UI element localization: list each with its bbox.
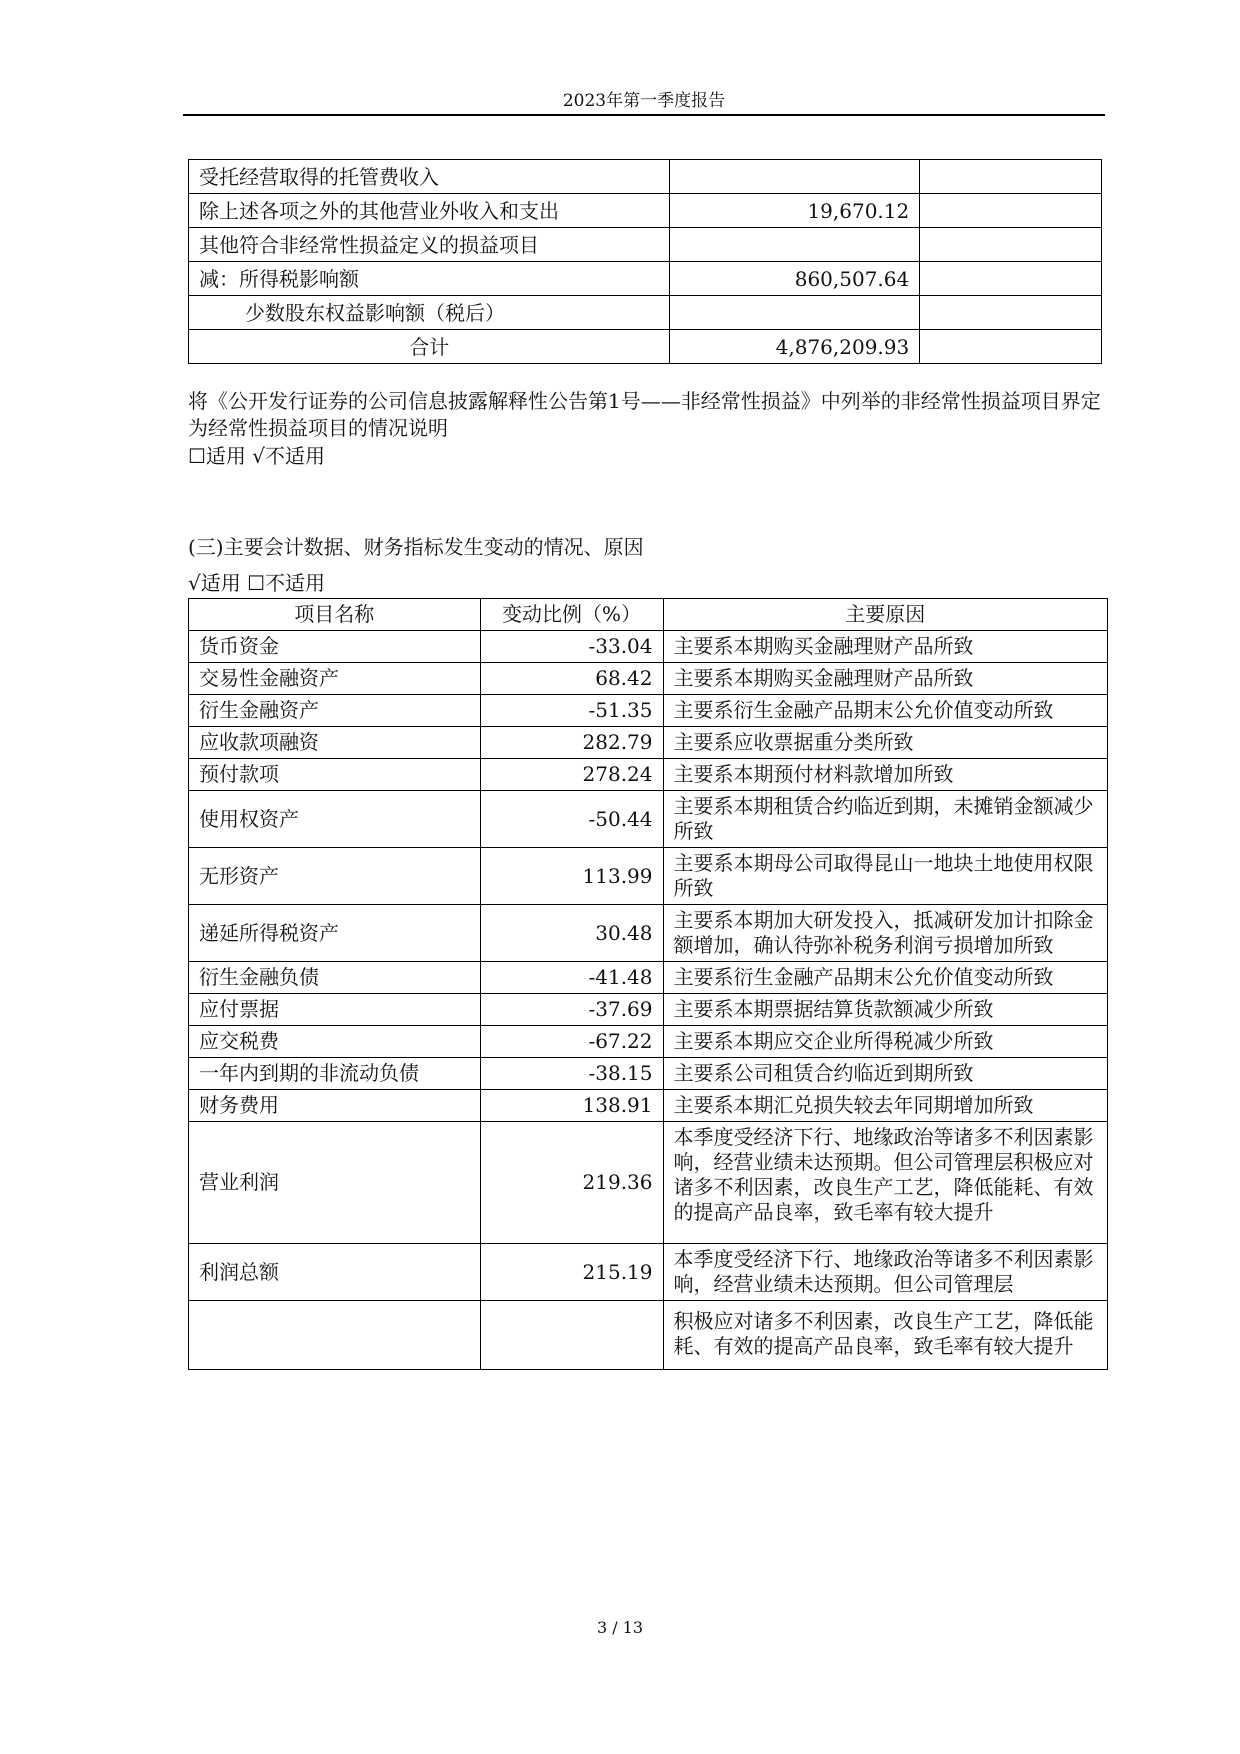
change-ratio: 282.79 <box>480 727 663 759</box>
row-note <box>920 296 1102 330</box>
table-row <box>189 1301 1108 1370</box>
table-row <box>189 905 1108 962</box>
item-name: 财务费用 <box>189 1090 481 1122</box>
table-row <box>189 194 1102 228</box>
change-reason: 主要系本期购买金融理财产品所致 <box>663 631 1108 663</box>
page-number: 3 / 13 <box>596 1618 644 1637</box>
change-reason: 主要系本期加大研发投入，抵减研发加计扣除金额增加，确认待弥补税务利润亏损增加所致 <box>663 905 1108 962</box>
change-reason: 主要系本期预付材料款增加所致 <box>663 759 1108 791</box>
table-row <box>189 1058 1108 1090</box>
row-label: 除上述各项之外的其他营业外收入和支出 <box>189 194 670 228</box>
header-item: 项目名称 <box>189 599 481 631</box>
table-row <box>189 1122 1108 1244</box>
change-ratio: -38.15 <box>480 1058 663 1090</box>
header-ratio: 变动比例（%） <box>480 599 663 631</box>
table-row <box>189 848 1108 905</box>
row-label: 减：所得税影响额 <box>189 262 670 296</box>
change-reason: 主要系本期应交企业所得税减少所致 <box>663 1026 1108 1058</box>
row-amount <box>670 296 920 330</box>
table-row <box>189 962 1108 994</box>
change-reason: 主要系本期票据结算货款额减少所致 <box>663 994 1108 1026</box>
row-note <box>920 194 1102 228</box>
change-reason: 主要系本期母公司取得昆山一地块土地使用权限所致 <box>663 848 1108 905</box>
item-name: 使用权资产 <box>189 791 481 848</box>
row-label: 少数股东权益影响额（税后） <box>189 296 670 330</box>
change-ratio: -37.69 <box>480 994 663 1026</box>
reclassification-note: 将《公开发行证券的公司信息披露解释性公告第1号——非经常性损益》中列举的非经常性损益项目界定为经常性损益项目的情况说明 <box>188 389 1101 440</box>
row-label: 受托经营取得的托管费收入 <box>189 160 670 194</box>
note-applicability: ☐适用 √不适用 <box>188 444 326 468</box>
change-ratio: 138.91 <box>480 1090 663 1122</box>
row-label: 其他符合非经常性损益定义的损益项目 <box>189 228 670 262</box>
item-name: 衍生金融资产 <box>189 695 481 727</box>
change-reason: 主要系衍生金融产品期末公允价值变动所致 <box>663 695 1108 727</box>
change-ratio <box>480 1301 663 1370</box>
total-row <box>189 330 1102 364</box>
table-row <box>189 296 1102 330</box>
item-name: 应付票据 <box>189 994 481 1026</box>
item-name <box>189 1301 481 1370</box>
table-row <box>189 1090 1108 1122</box>
header-rule <box>183 114 1105 116</box>
change-ratio: 68.42 <box>480 663 663 695</box>
change-reason: 主要系衍生金融产品期末公允价值变动所致 <box>663 962 1108 994</box>
change-ratio: -51.35 <box>480 695 663 727</box>
item-name: 衍生金融负债 <box>189 962 481 994</box>
row-note <box>920 330 1102 364</box>
table-row <box>189 695 1108 727</box>
table-row <box>189 228 1102 262</box>
item-name: 一年内到期的非流动负债 <box>189 1058 481 1090</box>
item-name: 预付款项 <box>189 759 481 791</box>
item-name: 营业利润 <box>189 1122 481 1244</box>
table-header-row <box>189 599 1108 631</box>
item-name: 交易性金融资产 <box>189 663 481 695</box>
row-amount <box>670 228 920 262</box>
change-reason: 主要系本期购买金融理财产品所致 <box>663 663 1108 695</box>
table-row <box>189 262 1102 296</box>
page-header-title: 2023年第一季度报告 <box>562 91 726 111</box>
change-ratio: 215.19 <box>480 1244 663 1301</box>
row-amount: 860,507.64 <box>670 262 920 296</box>
table-row <box>189 631 1108 663</box>
section-applicability: √适用 ☐不适用 <box>188 571 326 595</box>
header-reason: 主要原因 <box>663 599 1108 631</box>
change-ratio: -50.44 <box>480 791 663 848</box>
change-ratio: 278.24 <box>480 759 663 791</box>
change-reason: 积极应对诸多不利因素，改良生产工艺，降低能耗、有效的提高产品良率，致毛率有较大提升 <box>663 1301 1108 1370</box>
change-reason: 主要系本期租赁合约临近到期，未摊销金额减少所致 <box>663 791 1108 848</box>
row-amount: 19,670.12 <box>670 194 920 228</box>
change-reason: 本季度受经济下行、地缘政治等诸多不利因素影响，经营业绩未达预期。但公司管理层积极应对诸多不利因素，改良生产工艺，降低能耗、有效的提高产品良率，致毛率有较大提升 <box>663 1122 1108 1244</box>
section-title: (三)主要会计数据、财务指标发生变动的情况、原因 <box>188 535 644 559</box>
change-ratio: -41.48 <box>480 962 663 994</box>
total-label: 合计 <box>189 330 670 364</box>
row-amount <box>670 160 920 194</box>
change-ratio: 219.36 <box>480 1122 663 1244</box>
change-ratio: -67.22 <box>480 1026 663 1058</box>
table-row <box>189 160 1102 194</box>
row-note <box>920 160 1102 194</box>
change-reason: 本季度受经济下行、地缘政治等诸多不利因素影响，经营业绩未达预期。但公司管理层 <box>663 1244 1108 1301</box>
indicator-change-table <box>188 598 1108 1370</box>
item-name: 递延所得税资产 <box>189 905 481 962</box>
change-reason: 主要系应收票据重分类所致 <box>663 727 1108 759</box>
change-reason: 主要系本期汇兑损失较去年同期增加所致 <box>663 1090 1108 1122</box>
total-amount: 4,876,209.93 <box>670 330 920 364</box>
row-note <box>920 228 1102 262</box>
table-row <box>189 994 1108 1026</box>
table-row <box>189 727 1108 759</box>
item-name: 利润总额 <box>189 1244 481 1301</box>
table-row <box>189 1026 1108 1058</box>
change-ratio: -33.04 <box>480 631 663 663</box>
item-name: 无形资产 <box>189 848 481 905</box>
table-row <box>189 663 1108 695</box>
change-ratio: 113.99 <box>480 848 663 905</box>
table-row <box>189 791 1108 848</box>
change-ratio: 30.48 <box>480 905 663 962</box>
change-reason: 主要系公司租赁合约临近到期所致 <box>663 1058 1108 1090</box>
row-note <box>920 262 1102 296</box>
table-row <box>189 759 1108 791</box>
item-name: 货币资金 <box>189 631 481 663</box>
table-row <box>189 1244 1108 1301</box>
item-name: 应交税费 <box>189 1026 481 1058</box>
non-recurring-gains-table <box>188 159 1102 364</box>
item-name: 应收款项融资 <box>189 727 481 759</box>
